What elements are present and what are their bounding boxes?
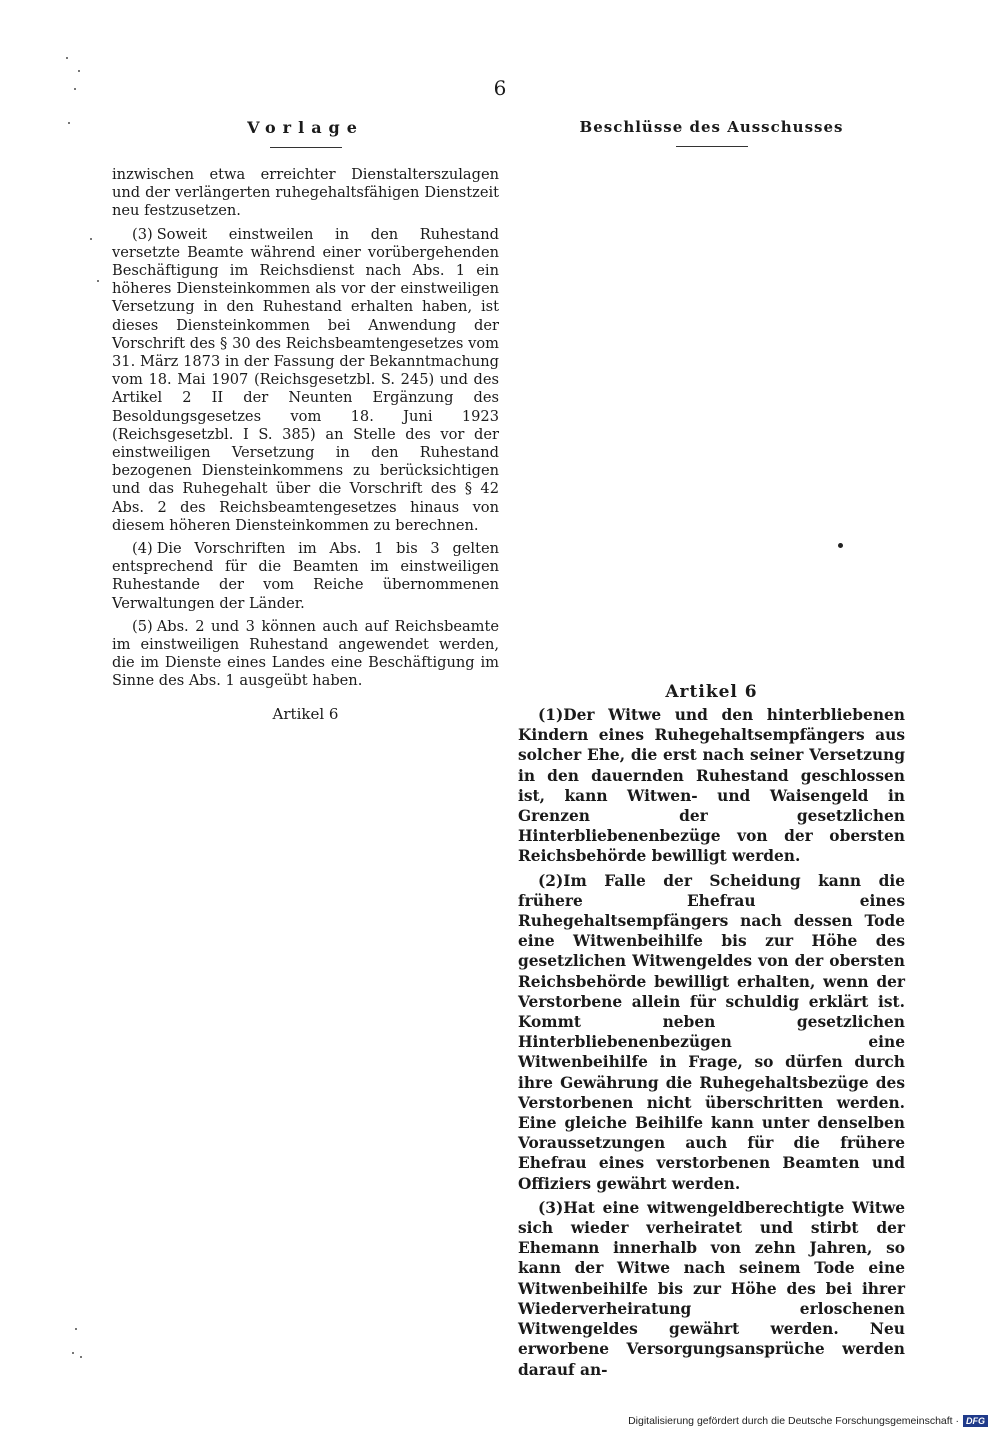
right-paragraph-1 — [518, 705, 905, 867]
paragraph-number: (3) — [538, 1198, 564, 1217]
right-heading-rule — [676, 146, 748, 147]
paragraph-number: (4) — [132, 540, 153, 558]
scan-speck — [74, 88, 76, 90]
paragraph-number: (2) — [538, 871, 564, 890]
scan-speck — [72, 1352, 74, 1354]
left-heading-rule — [270, 147, 342, 148]
footer-text: Digitalisierung gefördert durch die Deutsche Forschungsgemeinschaft · — [628, 1415, 959, 1427]
paragraph-text: Der Witwe und den hinterbliebenen Kindern eines Ruhegehaltsempfängers aus solcher Ehe, die erst nach seiner Versetzung in den dauernden Ruhestand geschlossen ist, kann Witwen- und Waisengeld in Grenzen der gesetzlichen Hinterbliebenenbezüge von der obersten Reichsbehörde bewilligt werden. — [518, 706, 905, 866]
scan-speck — [80, 1356, 82, 1358]
paragraph-number: (1) — [538, 706, 564, 724]
right-paragraph-3 — [518, 1198, 905, 1380]
left-article-heading: Artikel 6 — [272, 704, 339, 723]
footer — [628, 1415, 988, 1427]
paragraph-text: Hat eine witwengeldberechtigte Witwe sich wieder verheiratet und stirbt der Ehemann innerhalb von zehn Jahren, so kann der Witwe nach seinem Tode eine Witwenbeihilfe bis zur Höhe des bei ihrer Wiederverheiratung erloschenen Witwengeldes gewährt werden. Neu erworbene Versorgungsansprüche werden darauf an- — [518, 1198, 905, 1379]
dfg-logo: DFG — [963, 1415, 988, 1427]
paragraph-text: Im Falle der Scheidung kann die frühere Ehefrau eines Ruhegehaltsempfängers nach dessen Tode eine Witwenbeihilfe bis zur Höhe des gesetzlichen Witwengeldes von der obersten Reichsbehörde bewilligt erhalten, wenn der Verstorbene allein für schuldig erklärt ist. Kommt neben gesetzlichen Hinterbliebenenbezügen eine Witwenbeihilfe in Frage, so dürfen durch ihre Gewährung die Ruhegehaltsbezüge des Verstorbenen nicht überschritten werden. Eine gleiche Beihilfe kann unter denselben Voraussetzungen auch für die frühere Ehefrau eines verstorbenen Beamten und Offiziers gewährt werden. — [518, 871, 905, 1193]
paragraph-number: (3) — [132, 225, 153, 243]
scan-speck — [78, 70, 80, 72]
paragraph-number: (5) — [132, 617, 153, 635]
left-column-heading: Vorlage — [247, 118, 364, 137]
scan-speck — [75, 1328, 77, 1330]
paragraph-text: Die Vorschriften im Abs. 1 bis 3 gelten entsprechend für die Beamten im einstweiligen Ruhestande der vom Reiche übernommenen Verwaltungen der Länder. — [112, 540, 499, 612]
bullet-dot — [838, 543, 843, 548]
paragraph-text: inzwischen etwa erreichter Dienstalterszulagen und der verlängerten ruhegehaltsfähigen Dienstzeit neu festzusetzen. — [112, 166, 499, 220]
scan-speck — [66, 57, 68, 59]
page-number: 6 — [493, 76, 507, 100]
scan-speck — [97, 280, 99, 282]
paragraph-text: Abs. 2 und 3 können auch auf Reichsbeamte im einstweiligen Ruhestand angewendet werden, die im Dienste eines Landes eine Beschäftigung im Sinne des Abs. 1 ausgeübt haben. — [112, 617, 499, 690]
right-article-heading: Artikel 6 — [665, 682, 758, 702]
right-column-body — [518, 682, 905, 1384]
left-paragraph-4 — [112, 540, 499, 613]
left-paragraph-continuation — [112, 166, 499, 221]
left-column — [112, 118, 499, 723]
left-paragraph-5 — [112, 618, 499, 691]
left-paragraph-3 — [112, 226, 499, 535]
scan-speck — [90, 238, 92, 240]
paragraph-text: Soweit einstweilen in den Ruhestand versetzte Beamte während einer vorübergehenden Beschäftigung im Reichsdienst nach Abs. 1 ein höheres Diensteinkommen als vor der einstweiligen Versetzung in den Ruhestand erhalten haben, ist dieses Diensteinkommen bei Anwendung der Vorschrift des § 30 des Reichsbeamtengesetzes vom 31. März 1873 in der Fassung der Bekanntmachung vom 18. Mai 1907 (Reichsgesetzbl. S. 245) und des Artikel 2 II der Neunten Ergänzung des Besoldungsgesetzes vom 18. Juni 1923 (Reichsgesetzbl. I S. 385) an Stelle des vor der einstweiligen Versetzung in den Ruhestand bezogenen Diensteinkommens zu berücksichtigen und das Ruhegehalt über die Vorschrift des § 42 Abs. 2 des Reichsbeamtengesetzes hinaus von diesem höheren Diensteinkommen zu berechnen. — [112, 225, 499, 534]
right-column-header — [518, 118, 905, 147]
right-paragraph-2 — [518, 871, 905, 1194]
right-column-heading: Beschlüsse des Ausschusses — [579, 118, 844, 136]
scan-speck — [68, 122, 70, 124]
